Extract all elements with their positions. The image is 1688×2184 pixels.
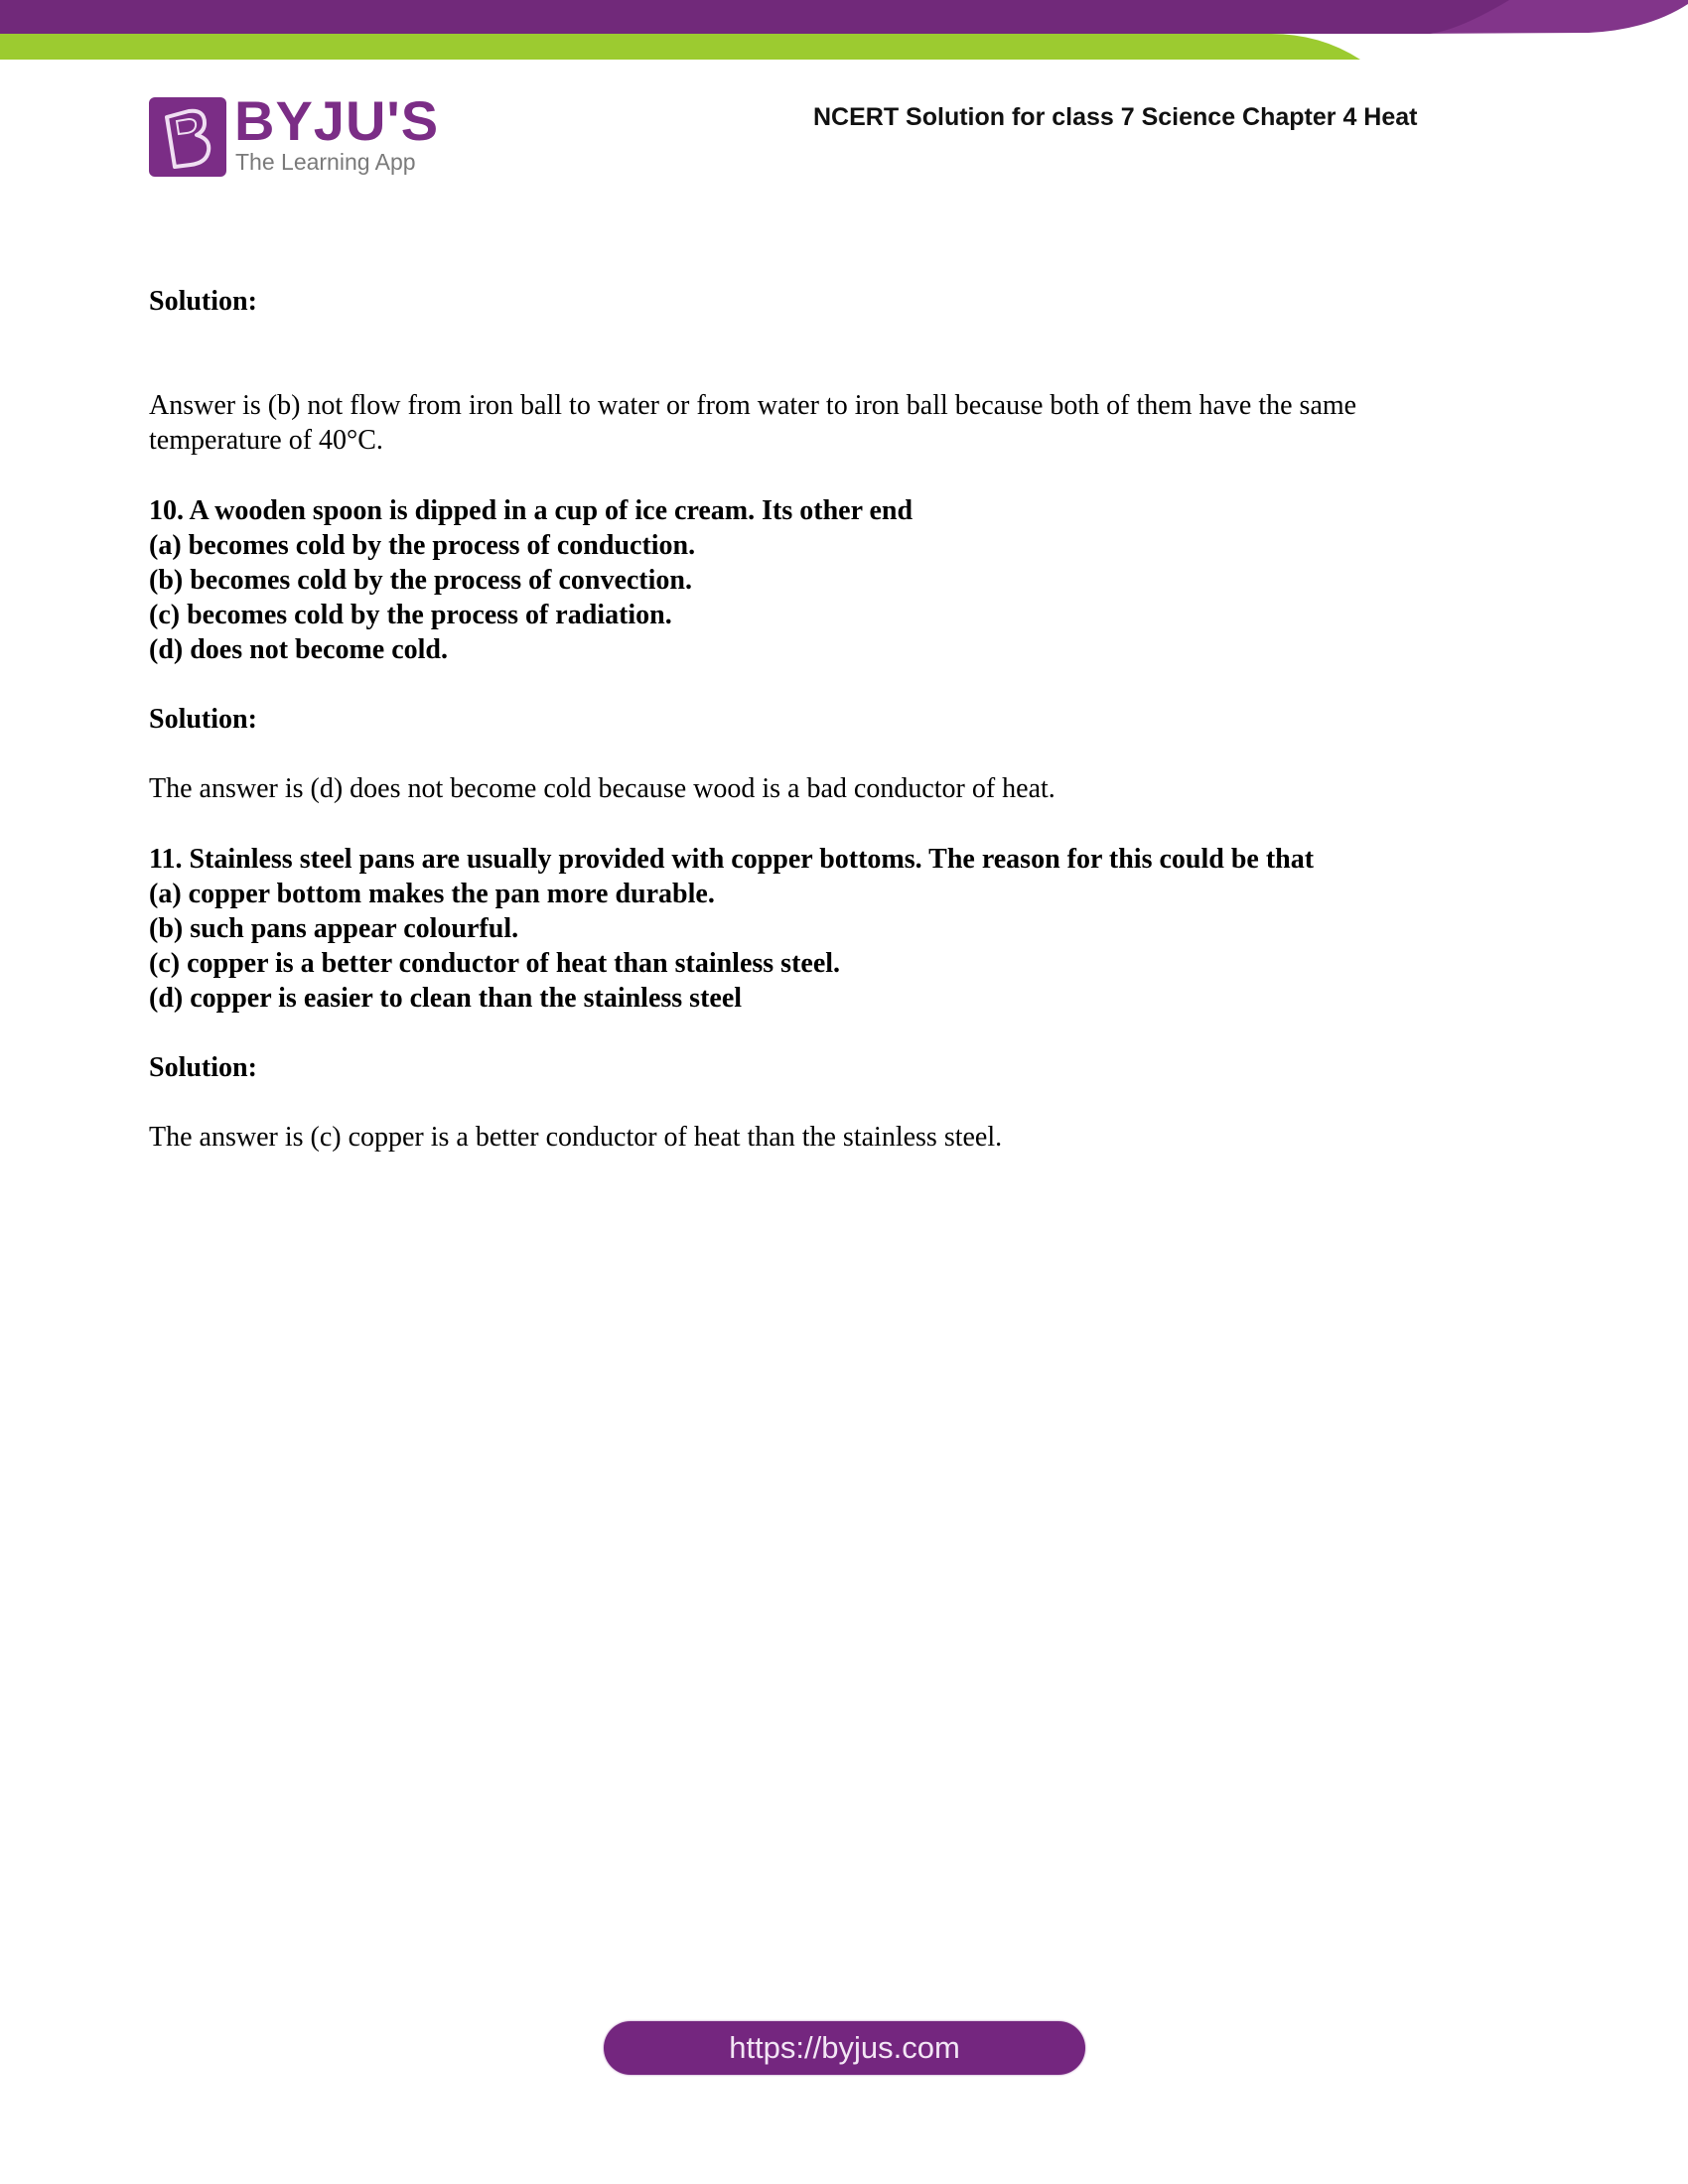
answer-text: The answer is (d) does not become cold because wood is a bad conductor of heat. <box>149 773 1055 804</box>
question-10-option-a: (a) becomes cold by the process of conduction. <box>149 530 696 561</box>
question-10-option-b: (b) becomes cold by the process of convection. <box>149 565 692 596</box>
question-11-stem: 11. Stainless steel pans are usually provided with copper bottoms. The reason for this could be that <box>149 844 1315 875</box>
footer-url-link[interactable] <box>604 2021 1085 2075</box>
question-10-option-c: (c) becomes cold by the process of radiation. <box>149 600 672 630</box>
solution-heading: Solution: <box>149 286 257 317</box>
answer-text: The answer is (c) copper is a better conductor of heat than the stainless steel. <box>149 1122 1003 1153</box>
question-11-option-c: (c) copper is a better conductor of heat than stainless steel. <box>149 948 841 979</box>
document-title: NCERT Solution for class 7 Science Chapter 4 Heat <box>813 103 1418 131</box>
question-11-option-a: (a) copper bottom makes the pan more durable. <box>149 879 715 909</box>
answer-text: Answer is (b) not flow from iron ball to water or from water to iron ball because both of them have the same <box>149 390 1357 421</box>
answer-text: temperature of 40°C. <box>149 425 383 456</box>
logo-b-icon <box>149 97 226 177</box>
brand-name: BYJU'S <box>234 89 440 152</box>
brand-tagline: The Learning App <box>235 149 416 175</box>
wave-banner-icon <box>0 0 1688 60</box>
solution-heading: Solution: <box>149 704 257 735</box>
question-10-option-d: (d) does not become cold. <box>149 634 448 665</box>
footer-url-label[interactable]: https://byjus.com <box>729 2030 960 2065</box>
question-11-option-b: (b) such pans appear colourful. <box>149 913 519 944</box>
header-decorative-band <box>0 0 1688 60</box>
solution-heading: Solution: <box>149 1052 257 1083</box>
byjus-logo <box>149 89 440 179</box>
question-11-option-d: (d) copper is easier to clean than the stainless steel <box>149 983 743 1014</box>
question-10-stem: 10. A wooden spoon is dipped in a cup of ice cream. Its other end <box>149 495 914 526</box>
